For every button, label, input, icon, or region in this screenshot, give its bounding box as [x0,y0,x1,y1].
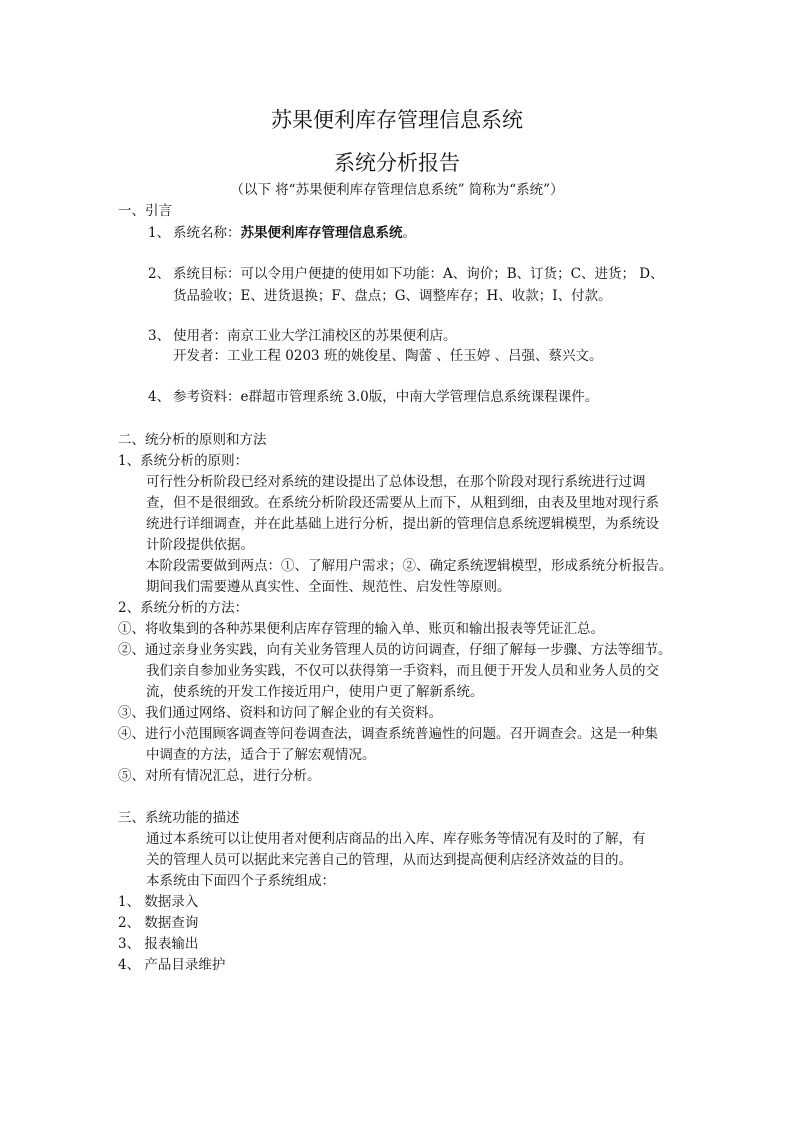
item1-end: 。 [402,225,416,241]
principle-para1-line3: 统进行详细调查，并在此基础上进行分析，提出新的管理信息系统逻辑模型，为系统设 [146,516,659,532]
method-5: ⑤、对所有情况汇总，进行分析。 [118,768,321,784]
document-subtitle: 系统分析报告 [334,151,460,175]
principle-para2-line1: 本阶段需要做到两点：①、了解用户需求；②、确定系统逻辑模型，形成系统分析报告。 [146,558,673,574]
section2-subheading1: 1、系统分析的原则： [118,453,249,469]
function-para2: 本系统由下面四个子系统组成： [146,873,335,889]
subsystem-item: 2、 数据查询 [118,915,199,931]
function-para1-line2: 关的管理人员可以据此来完善自己的管理，从而达到提高便利店经济效益的目的。 [146,852,632,868]
method-1: ①、将收集到的各种苏果便利店库存管理的输入单、账页和输出报表等凭证汇总。 [118,621,604,637]
method-2-line2: 我们亲自参加业务实践，不仅可以获得第一手资料，而且便于开发人员和业务人员的交 [146,663,659,679]
item1-label: 系统名称： [173,225,241,241]
section3-heading: 三、系统功能的描述 [118,810,240,826]
abbreviation-note: （以下 将“苏果便利库存管理信息系统” 简称为“系统”） [230,182,564,198]
subsystem-item: 1、 数据录入 [118,894,199,910]
method-2-line1: ②、通过亲身业务实践，向有关业务管理人员的访问调查，仔细了解每一步骤、方法等细节。 [118,642,672,658]
item2-number: 2、 [148,266,171,282]
item4-line1: 参考资料：e群超市管理系统 3.0版，中南大学管理信息系统课程课件。 [173,389,599,405]
method-4-line1: ④、进行小范围顾客调查等问卷调查法，调查系统普遍性的问题。召开调查会。这是一种集 [118,726,658,742]
item1-text [173,223,416,244]
item1-number: 1、 [148,225,171,241]
method-4-line2: 中调查的方法，适合于了解宏观情况。 [146,747,376,763]
item2-line1: 系统目标：可以令用户便捷的使用如下功能：A、询价；B、订货；C、进货； D、 [173,266,664,282]
document-title: 苏果便利库存管理信息系统 [271,108,523,132]
item2-line2: 货品验收；E、进货退换；F、盘点；G、调整库存；H、收款；I、付款。 [173,288,612,304]
subsystem-item: 3、 报表输出 [118,936,199,952]
method-3: ③、我们通过网络、资料和访问了解企业的有关资料。 [118,705,442,721]
item3-line1: 使用者：南京工业大学江浦校区的苏果便利店。 [173,328,457,344]
principle-para1-line4: 计阶段提供依据。 [146,537,254,553]
section1-heading: 一、引言 [118,203,172,219]
section2-subheading2: 2、系统分析的方法： [118,600,249,616]
principle-para1-line1: 可行性分析阶段已经对系统的建设提出了总体设想，在那个阶段对现行系统进行过调 [146,474,646,490]
item3-number: 3、 [148,328,171,344]
section2-heading: 二、统分析的原则和方法 [118,432,267,448]
function-para1-line1: 通过本系统可以让使用者对便利店商品的出入库、库存账务等情况有及时的了解，有 [146,831,646,847]
item1-value: 苏果便利库存管理信息系统 [240,225,403,241]
method-2-line3: 流，使系统的开发工作接近用户，使用户更了解新系统。 [146,684,484,700]
principle-para1-line2: 查，但不是很细致。在系统分析阶段还需要从上而下，从粗到细，由表及里地对现行系 [146,495,659,511]
principle-para2-line2: 期间我们需要遵从真实性、全面性、规范性、启发性等原则。 [146,579,511,595]
item3-line2: 开发者：工业工程 0203 班的姚俊星、陶蕾 、任玉婷 、吕强、蔡兴文。 [173,348,603,364]
subsystem-item: 4、 产品目录维护 [118,957,226,973]
item4-number: 4、 [148,389,171,405]
